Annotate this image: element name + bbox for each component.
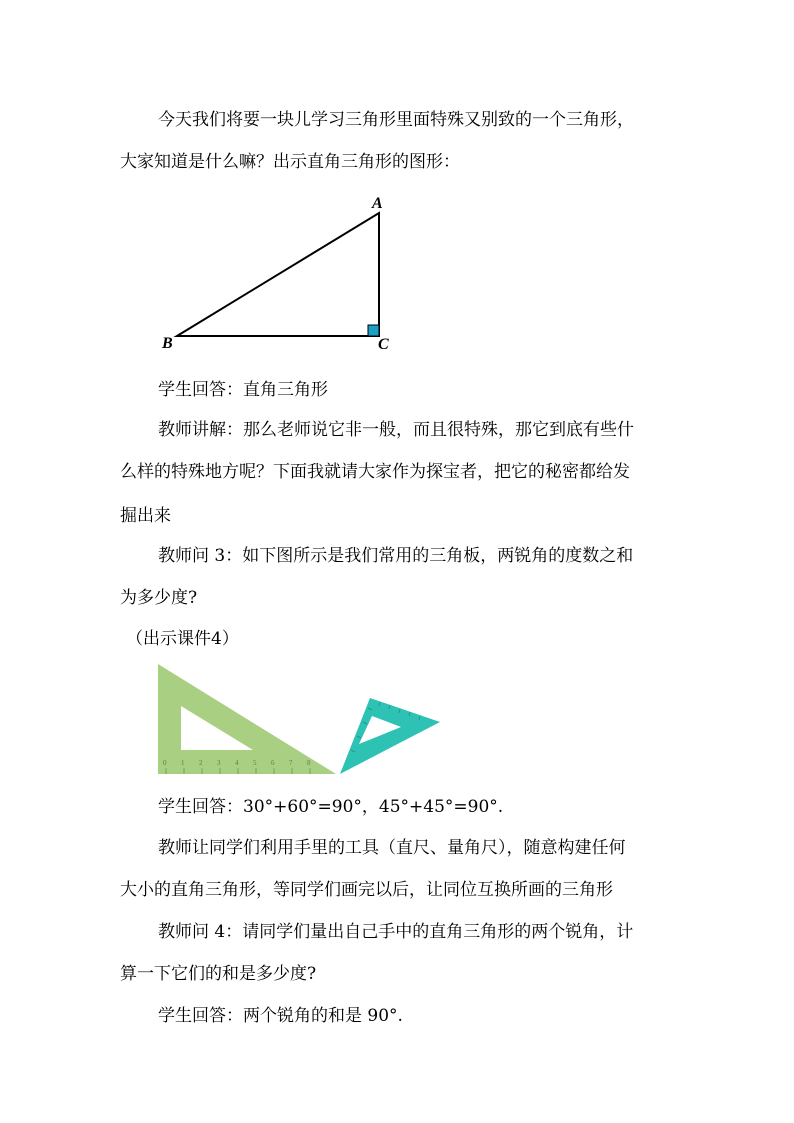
teacher-explain-line-2: 么样的特殊地方呢？下面我就请大家作为探宝者，把它的秘密都给发 [120, 462, 630, 482]
student-answer-3: 学生回答：两个锐角的和是 90°. [158, 1006, 403, 1026]
teacher-instruct-line-1: 教师让同学们利用手里的工具（直尺、量角尺），随意构建任何 [158, 838, 626, 858]
ruler-tick-0: 0 [163, 759, 167, 767]
ruler-tick-1: 1 [181, 759, 185, 767]
set-squares-figure [158, 664, 448, 776]
teacher-q3-line-1: 教师问 3：如下图所示是我们常用的三角板，两锐角的度数之和 [158, 546, 634, 566]
student-answer-2: 学生回答：30°+60°=90°，45°+45°=90°. [158, 797, 504, 817]
teacher-q4-line-2: 算一下它们的和是多少度? [120, 964, 317, 984]
right-triangle-figure [150, 188, 410, 358]
green-set-square [158, 664, 336, 774]
teacher-explain-line-3: 掘出来 [120, 506, 171, 526]
ruler-tick-3: 3 [217, 759, 221, 767]
right-angle-marker [368, 325, 379, 336]
vertex-label-c: C [378, 336, 389, 353]
ruler-tick-8: 8 [307, 759, 311, 767]
ruler-tick-2: 2 [199, 759, 203, 767]
vertex-label-b: B [162, 335, 173, 352]
teacher-q4-line-1: 教师问 4：请同学们量出自己手中的直角三角形的两个锐角，计 [158, 922, 634, 942]
courseware-note: （出示课件4） [126, 629, 239, 649]
ruler-tick-4: 4 [235, 759, 239, 767]
teacher-instruct-line-2: 大小的直角三角形，等同学们画完以后，让同位互换所画的三角形 [120, 880, 613, 900]
teal-set-square [340, 698, 440, 774]
triangle-abc [177, 213, 379, 336]
student-answer-1: 学生回答：直角三角形 [158, 380, 328, 400]
teacher-q3-line-2: 为多少度? [120, 588, 198, 608]
vertex-label-a: A [372, 195, 383, 212]
ruler-tick-7: 7 [289, 759, 293, 767]
intro-line-1: 今天我们将要一块儿学习三角形里面特殊又别致的一个三角形， [158, 110, 634, 130]
ruler-tick-6: 6 [271, 759, 275, 767]
teacher-explain-line-1: 教师讲解：那么老师说它非一般，而且很特殊，那它到底有些什 [158, 420, 634, 440]
intro-line-2: 大家知道是什么嘛？出示直角三角形的图形： [120, 152, 460, 172]
ruler-tick-5: 5 [253, 759, 257, 767]
